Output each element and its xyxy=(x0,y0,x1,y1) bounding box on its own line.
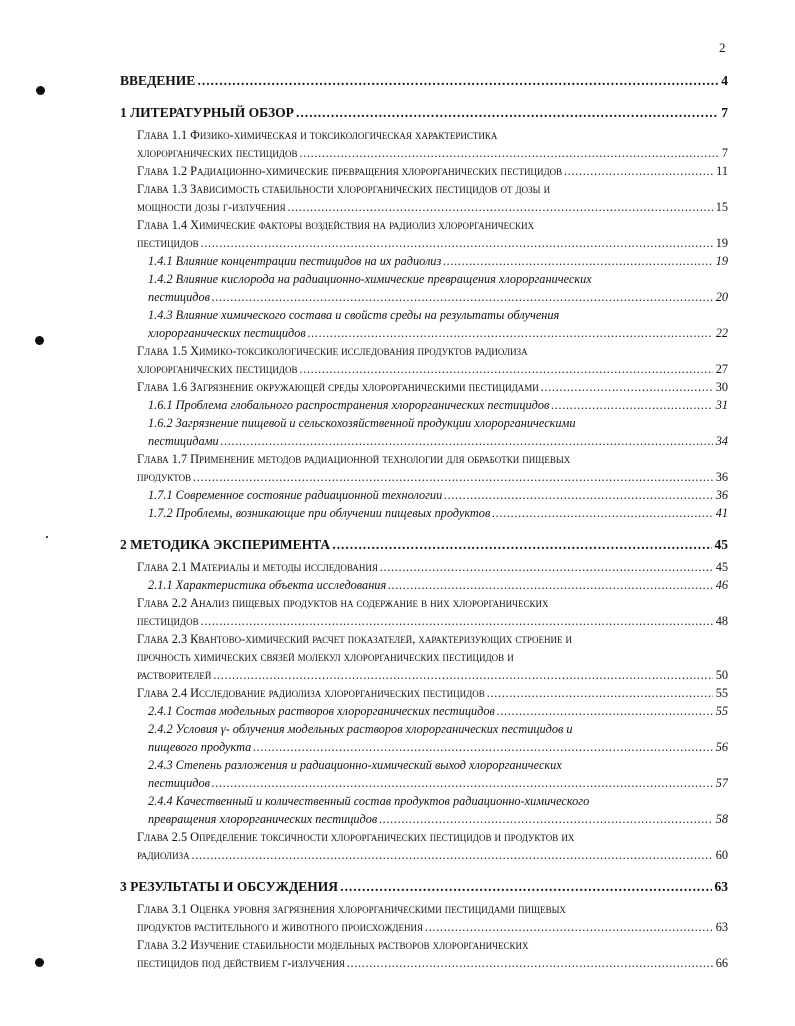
toc-entry-introduction[interactable]: ВВЕДЕНИЕ . . . 4 xyxy=(120,72,728,90)
toc-subsection-2-4-2[interactable]: пищевого продукта . . . 56 xyxy=(120,738,728,756)
toc-subsection-2-4-4-line1[interactable]: 2.4.4 Качественный и количественный состав продуктов радиационно-химического xyxy=(148,794,590,808)
toc-chapter-1-4[interactable]: пестицидов . . . 19 xyxy=(120,234,728,252)
punch-hole-mark xyxy=(36,86,45,95)
toc-page-number: 27 xyxy=(713,360,728,378)
toc-chapter-2-2[interactable]: пестицидов . . . 48 xyxy=(120,612,728,630)
toc-subsection-1-4-3[interactable]: хлорорганических пестицидов . . . 22 xyxy=(120,324,728,342)
toc-page-number: 48 xyxy=(713,612,728,630)
toc-subsection-1-4-2[interactable]: пестицидов . . . 20 xyxy=(120,288,728,306)
toc-subsection-2-4-2-line1[interactable]: 2.4.2 Условия γ- облучения модельных растворов хлорорганических пестицидов и xyxy=(148,722,573,736)
toc-subsection-1-6-2[interactable]: пестицидами . . . 34 xyxy=(120,432,728,450)
toc-chapter-2-3-line2[interactable]: прочность химических связей молекул хлорорганических пестицидов и xyxy=(137,650,514,664)
toc-page-number: 55 xyxy=(713,684,728,702)
toc-page-number: 7 xyxy=(719,144,728,162)
toc-subsection-1-4-3-line1[interactable]: 1.4.3 Влияние химического состава и свойств среды на результаты облучения xyxy=(148,308,560,322)
table-of-contents xyxy=(120,72,728,972)
toc-page-number: 60 xyxy=(713,846,728,864)
toc-chapter-1-6[interactable]: Глава 1.6 Загрязнение окружающей среды хлорорганическими пестицидами . . . 30 xyxy=(120,378,728,396)
toc-page-number: 36 xyxy=(713,486,728,504)
toc-page-number: 66 xyxy=(713,954,728,972)
toc-chapter-1-1[interactable]: хлорорганических пестицидов . . . 7 xyxy=(120,144,728,162)
toc-page-number: 4 xyxy=(718,72,728,90)
toc-chapter-3-1[interactable]: продуктов растительного и животного происхождения . . . 63 xyxy=(120,918,728,936)
toc-chapter-1-4-line1[interactable]: Глава 1.4 Химические факторы воздействия на радиолиз хлорорганических xyxy=(137,218,535,232)
toc-page-number: 57 xyxy=(713,774,728,792)
toc-subsection-1-4-1[interactable]: 1.4.1 Влияние концентрации пестицидов на их радиолиз . . . 19 xyxy=(120,252,728,270)
toc-chapter-1-7-line1[interactable]: Глава 1.7 Применение методов радиационной технологии для обработки пищевых xyxy=(137,452,571,466)
toc-page-number: 55 xyxy=(713,702,728,720)
toc-page-number: 63 xyxy=(713,918,728,936)
toc-chapter-3-2-line1[interactable]: Глава 3.2 Изучение стабильности модельных растворов хлорорганических xyxy=(137,938,529,952)
toc-page-number: 19 xyxy=(713,234,728,252)
toc-chapter-2-4[interactable]: Глава 2.4 Исследование радиолиза хлорорганических пестицидов . . . 55 xyxy=(120,684,728,702)
toc-section-1[interactable]: 1 ЛИТЕРАТУРНЫЙ ОБЗОР . . . 7 xyxy=(120,104,728,122)
toc-page-number: 46 xyxy=(713,576,728,594)
toc-page-number: 34 xyxy=(713,432,728,450)
toc-page-number: 15 xyxy=(713,198,728,216)
toc-page-number: 11 xyxy=(713,162,728,180)
toc-subsection-1-4-2-line1[interactable]: 1.4.2 Влияние кислорода на радиационно-химические превращения хлорорганических xyxy=(148,272,592,286)
toc-page-number: 50 xyxy=(713,666,728,684)
toc-page-number: 22 xyxy=(713,324,728,342)
page-number: 2 xyxy=(719,40,726,55)
toc-subsection-2-4-3-line1[interactable]: 2.4.3 Степень разложения и радиационно-химический выход хлорорганических xyxy=(148,758,562,772)
toc-page-number: 7 xyxy=(718,104,728,122)
toc-page-number: 31 xyxy=(713,396,728,414)
toc-page-number: 36 xyxy=(713,468,728,486)
toc-page-number: 56 xyxy=(713,738,728,756)
toc-chapter-2-3-line1[interactable]: Глава 2.3 Квантово-химический расчет показателей, характеризующих строение и xyxy=(137,632,573,646)
toc-chapter-1-3-line1[interactable]: Глава 1.3 Зависимость стабильности хлорорганических пестицидов от дозы и xyxy=(137,182,551,196)
toc-page-number: 41 xyxy=(713,504,728,522)
toc-chapter-2-5[interactable]: радиолиза . . . 60 xyxy=(120,846,728,864)
toc-subsection-1-6-2-line1[interactable]: 1.6.2 Загрязнение пищевой и сельскохозяйственной продукции хлорорганическими xyxy=(148,416,576,430)
toc-page-number: 45 xyxy=(712,536,729,554)
toc-chapter-2-3[interactable]: растворителей . . . 50 xyxy=(120,666,728,684)
toc-chapter-1-2[interactable]: Глава 1.2 Радиационно-химические превращения хлорорганических пестицидов . . . 11 xyxy=(120,162,728,180)
toc-chapter-3-1-line1[interactable]: Глава 3.1 Оценка уровня загрязнения хлорорганическими пестицидами пищевых xyxy=(137,902,566,916)
toc-chapter-2-1[interactable]: Глава 2.1 Материалы и методы исследования . . . 45 xyxy=(120,558,728,576)
punch-hole-mark xyxy=(35,958,44,967)
toc-chapter-1-3[interactable]: мощности дозы γ-излучения . . . 15 xyxy=(120,198,728,216)
scan-speck xyxy=(46,536,48,538)
toc-subsection-1-7-2[interactable]: 1.7.2 Проблемы, возникающие при облучении пищевых продуктов . . . 41 xyxy=(120,504,728,522)
toc-subsection-1-6-1[interactable]: 1.6.1 Проблема глобального распространения хлорорганических пестицидов . . . 31 xyxy=(120,396,728,414)
toc-page-number: 45 xyxy=(713,558,728,576)
toc-page-number: 58 xyxy=(713,810,728,828)
toc-page-number: 20 xyxy=(713,288,728,306)
toc-subsection-2-4-1[interactable]: 2.4.1 Состав модельных растворов хлорорганических пестицидов . . . 55 xyxy=(120,702,728,720)
toc-chapter-3-2[interactable]: пестицидов под действием γ-излучения . . . 66 xyxy=(120,954,728,972)
toc-chapter-2-5-line1[interactable]: Глава 2.5 Определение токсичности хлорорганических пестицидов и продуктов их xyxy=(137,830,575,844)
punch-hole-mark xyxy=(35,336,44,345)
toc-page-number: 19 xyxy=(713,252,728,270)
toc-subsection-2-4-3[interactable]: пестицидов . . . 57 xyxy=(120,774,728,792)
toc-chapter-1-1-line1[interactable]: Глава 1.1 Физико-химическая и токсикологическая характеристика xyxy=(137,128,498,142)
toc-subsection-1-7-1[interactable]: 1.7.1 Современное состояние радиационной технологии . . . 36 xyxy=(120,486,728,504)
toc-section-2[interactable]: 2 МЕТОДИКА ЭКСПЕРИМЕНТА . . . 45 xyxy=(120,536,728,554)
toc-chapter-1-5-line1[interactable]: Глава 1.5 Химико-токсикологические исследования продуктов радиолиза xyxy=(137,344,528,358)
toc-subsection-2-4-4[interactable]: превращения хлорорганических пестицидов . . . 58 xyxy=(120,810,728,828)
toc-section-3[interactable]: 3 РЕЗУЛЬТАТЫ И ОБСУЖДЕНИЯ . . . 63 xyxy=(120,878,728,896)
toc-page-number: 63 xyxy=(712,878,729,896)
toc-page-number: 30 xyxy=(713,378,728,396)
toc-subsection-2-1-1[interactable]: 2.1.1 Характеристика объекта исследования . . . 46 xyxy=(120,576,728,594)
toc-chapter-1-7[interactable]: продуктов . . . 36 xyxy=(120,468,728,486)
toc-chapter-1-5[interactable]: хлорорганических пестицидов . . . 27 xyxy=(120,360,728,378)
toc-chapter-2-2-line1[interactable]: Глава 2.2 Анализ пищевых продуктов на содержание в них хлорорганических xyxy=(137,596,549,610)
